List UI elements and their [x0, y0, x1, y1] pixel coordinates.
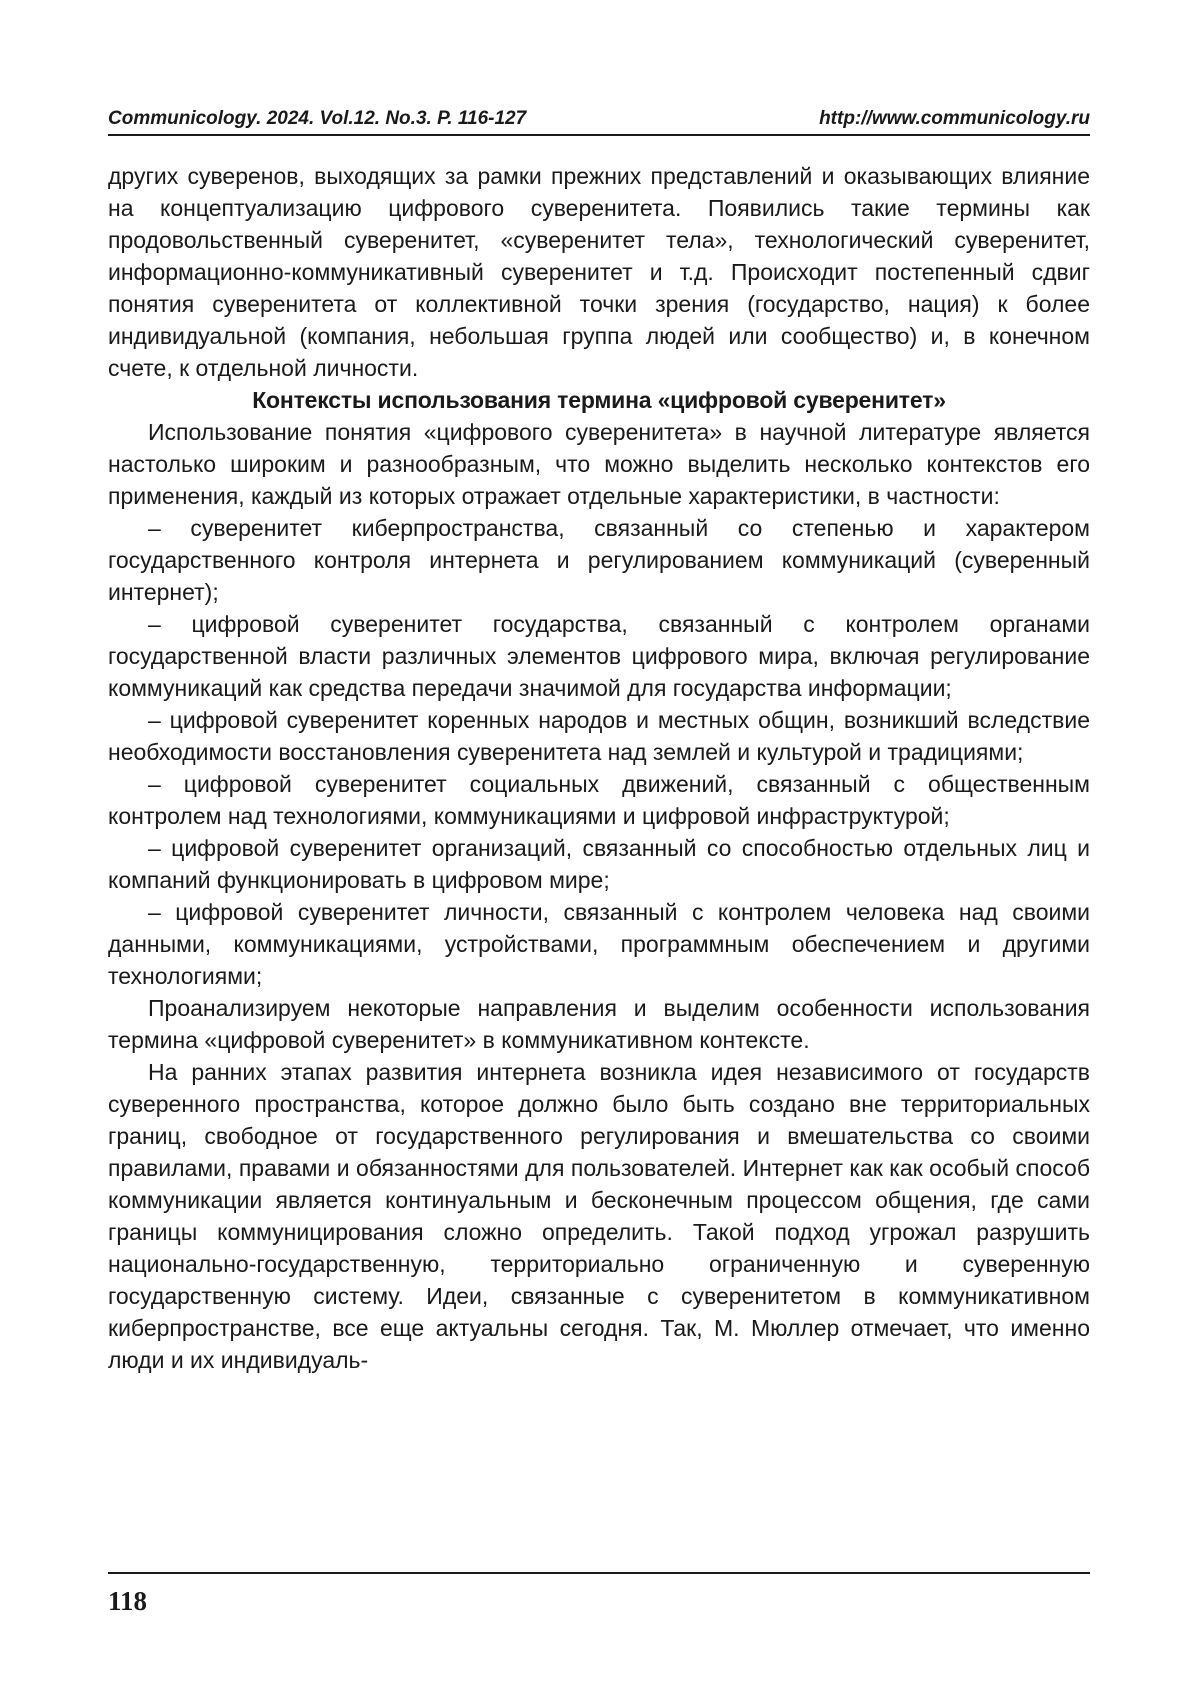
analysis-paragraph: Проанализируем некоторые направления и выделим особенности использования термина «цифровой суверенитет» в коммуникативном контексте. — [108, 995, 1090, 1053]
list-item-indigenous: – цифровой суверенитет коренных народов и местных общин, возникший вследствие необходимости восстановления суверенитета над землей и культурой и традициями; — [108, 707, 1090, 765]
page-number: 118 — [108, 1586, 148, 1616]
history-paragraph: На ранних этапах развития интернета возникла идея независимого от государств суверенного пространства, которое должно было быть создано вне территориальных границ, свободное от государственного регулирования и вмешательства со своими правилами, правами и обязанностями для пользователей. Интернет как как особый способ коммуникации является континуальным и бесконечным процессом общения, где сами границы коммуницирования сложно определить. Такой подход угрожал разрушить национально-государственную, территориально ограниченную и суверенную государственную систему. Идеи, связанные с суверенитетом в коммуникативном киберпространстве, все еще актуальны сегодня. Так, М. Мюллер отмечает, что именно люди и их индивидуаль- — [108, 1059, 1090, 1373]
list-item-cyberspace: – суверенитет киберпространства, связанный со степенью и характером государственного контроля интернета и регулированием коммуникаций (суверенный интернет); — [108, 515, 1090, 605]
list-item-organizations: – цифровой суверенитет организаций, связанный со способностью отдельных лиц и компаний функционировать в цифровом мире; — [108, 835, 1090, 893]
section-heading: Контексты использования термина «цифровой суверенитет» — [252, 387, 946, 413]
journal-url: http://www.communicology.ru — [819, 108, 1090, 129]
journal-citation: Communicology. 2024. Vol.12. No.3. P. 116-127 — [108, 108, 527, 129]
list-item-social-movements: – цифровой суверенитет социальных движений, связанный с общественным контролем над технологиями, коммуникациями и цифровой инфраструктурой; — [108, 771, 1090, 829]
list-item-state: – цифровой суверенитет государства, связанный с контролем органами государственной власти различных элементов цифрового мира, включая регулирование коммуникаций как средства передачи значимой для государства информации; — [108, 611, 1090, 701]
list-item-personal: – цифровой суверенитет личности, связанный с контролем человека над своими данными, коммуникациями, устройствами, программным обеспечением и другими технологиями; — [108, 899, 1090, 989]
running-header — [108, 104, 1090, 136]
intro-paragraph: других суверенов, выходящих за рамки прежних представлений и оказывающих влияние на концептуализацию цифрового суверенитета. Появились такие термины как продовольственный суверенитет, «суверенитет тела», технологический суверенитет, информационно-коммуникативный суверенитет и т.д. Происходит постепенный сдвиг понятия суверенитета от коллективной точки зрения (государство, нация) к более индивидуальной (компания, небольшая группа людей или сообщество) и, в конечном счете, к отдельной личности. — [108, 163, 1090, 381]
article-body — [108, 160, 1090, 1376]
section-intro-paragraph: Использование понятия «цифрового суверенитета» в научной литературе является настолько широким и разнообразным, что можно выделить несколько контекстов его применения, каждый из которых отражает отдельные характеристики, в частности: — [108, 419, 1090, 509]
footer-rule — [108, 1572, 1090, 1574]
